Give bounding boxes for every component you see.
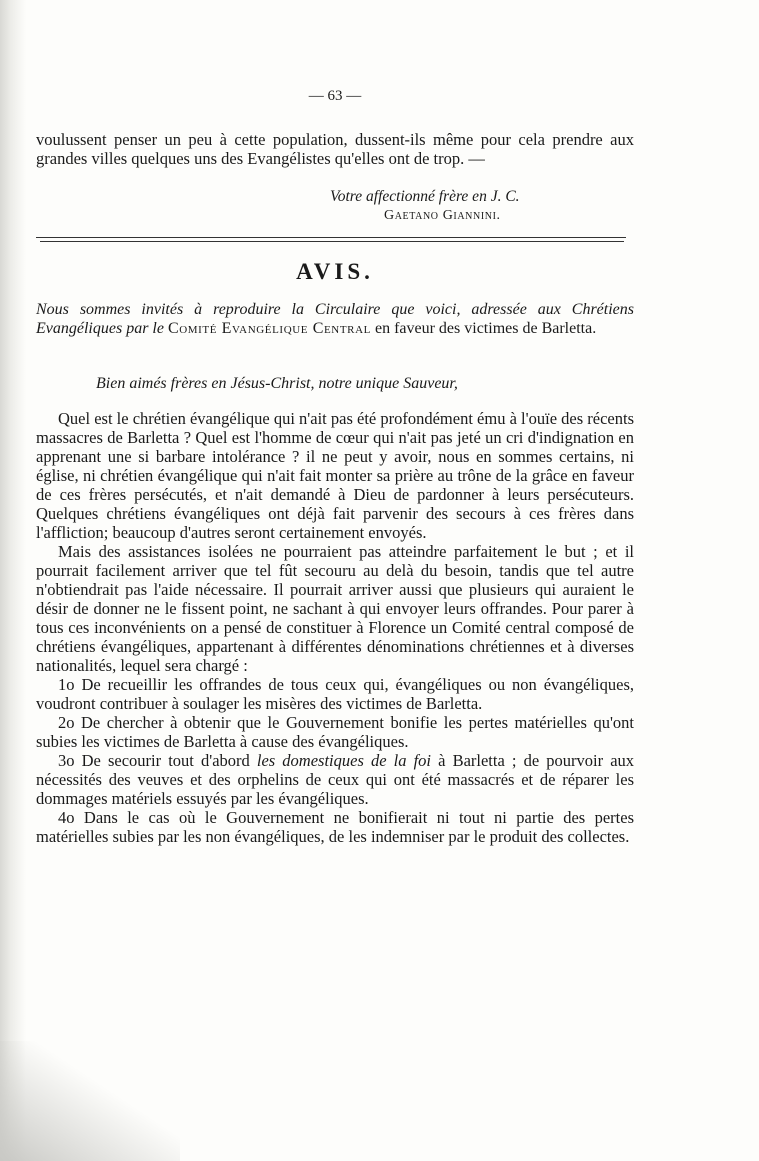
double-rule-bottom [40,241,624,242]
letter-closing: Votre affectionné frère en J. C. [330,188,520,205]
salutation: Bien aimés frères en Jésus-Christ, notre unique Sauveur, [96,375,458,392]
page-edge-shadow [0,0,26,1161]
body-paragraph: Mais des assistances isolées ne pourraient pas atteindre parfaitement le but ; et il pourrait facilement arriver que tel fût secouru au delà du besoin, tandis que tel autre n'obtiendrait pas l'aide nécessaire. Il pourrait arriver aussi que plusieurs qui auraient le désir de donner ne le fissent point, ne sachant à qui envoyer leurs offrandes. Pour parer à tous ces inconvénients on a pensé de constituer à Florence un Comité central composé de chrétiens évangéliques, appartenant à différentes dénominations chrétiennes et à diverses nationalités, lequel sera chargé : [36,542,634,675]
circular-body [36,409,634,846]
item3-start: 3o De secourir tout d'abord [58,751,250,770]
intro-paragraph: voulussent penser un peu à cette population, dussent-ils même pour cela prendre aux grandes villes quelques uns des Evangélistes qu'elles ont de trop. — [36,130,634,169]
double-rule-top [36,237,626,238]
item3-end: à Barletta ; de pourvoir aux nécessités des veuves et des orphelins de ceux qui ont été massacrés et de réparer les dommages matériels essuyés par les évangéliques. [36,751,635,808]
item3-italic: les domestiques de la foi [256,751,432,770]
list-item: 2o De chercher à obtenir que le Gouvernement bonifie les pertes matérielles qu'ont subies les victimes de Barletta à cause des évangéliques. [36,713,634,751]
list-item [36,751,634,808]
note-committee: Comité Evangélique Central [167,320,371,338]
note-intro: Nous sommes invités à reproduire la Circulaire que voici, adressée aux Chrétiens Evangéliques par le [36,301,634,338]
letter-signature: Gaetano Giannini. [384,208,501,223]
page-number: — 63 — [308,88,362,104]
page-corner-shadow [0,1041,180,1161]
list-item: 1o De recueillir les offrandes de tous ceux qui, évangéliques ou non évangéliques, voudront contribuer à soulager les misères des victimes de Barletta. [36,675,634,713]
section-heading: AVIS. [296,259,374,284]
body-paragraph: Quel est le chrétien évangélique qui n'ait pas été profondément ému à l'ouïe des récents massacres de Barletta ? Quel est l'homme de cœur qui n'ait pas jeté un cri d'indignation en apprenant une si barbare intolérance ? il ne peut y avoir, nous en sommes certains, ni église, ni chrétien évangélique qui n'ait fait monter sa prière au trône de la grâce en faveur de ces frères persécutés, et n'ait demandé à Dieu de pardonner à leurs persécuteurs. Quelques chrétiens évangéliques ont déjà fait parvenir des secours à ces frères dans l'affliction; beaucoup d'autres seront certainement envoyés. [36,409,634,542]
list-item: 4o Dans le cas où le Gouvernement ne bonifierait ni tout ni partie des pertes matérielles subies par les non évangéliques, de les indemniser par le produit des collectes. [36,808,634,846]
note-ending: en faveur des victimes de Barletta. [374,320,597,338]
editorial-note [36,300,634,338]
